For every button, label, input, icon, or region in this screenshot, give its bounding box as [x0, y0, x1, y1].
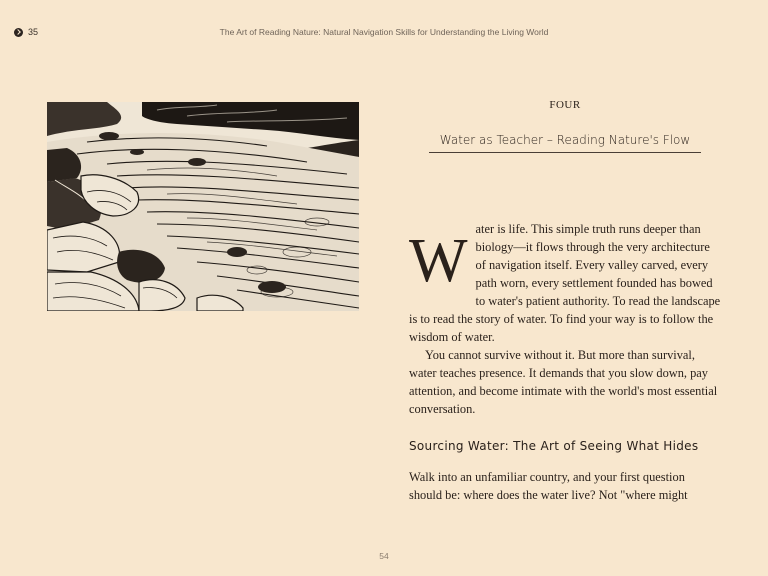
drop-cap: W — [409, 227, 468, 295]
badge-count: 35 — [28, 27, 39, 37]
paragraph-2: You cannot survive without it. But more than survival, water teaches presence. It demands that you slow down, pay attention, and become intimate with the world's most essential conversation. — [409, 348, 718, 416]
progress-badge[interactable] — [14, 27, 38, 37]
check-badge-icon — [14, 28, 23, 37]
top-bar — [0, 0, 768, 64]
chapter-number: FOUR — [549, 99, 581, 111]
section-heading: Sourcing Water: The Art of Seeing What Hides — [409, 439, 699, 453]
chapter-title: Water as Teacher – Reading Nature's Flow — [429, 133, 701, 153]
chapter-body — [409, 220, 721, 504]
river-illustration — [47, 102, 359, 311]
page-number: 54 — [379, 551, 389, 561]
book-title: The Art of Reading Nature: Natural Navigation Skills for Understanding the Living World — [219, 27, 549, 37]
paragraph-1: ater is life. This simple truth runs deeper than biology—it flows through the very architecture of navigation itself. Every valley carved, every path worn, every settlement founded has bowed to water's patient authority. To read the landscape is to read the story of water. To find your way is to follow the wisdom of water. — [409, 222, 721, 344]
paragraph-3: Walk into an unfamiliar country, and your first question should be: where does the water live? Not "where might — [409, 470, 688, 502]
